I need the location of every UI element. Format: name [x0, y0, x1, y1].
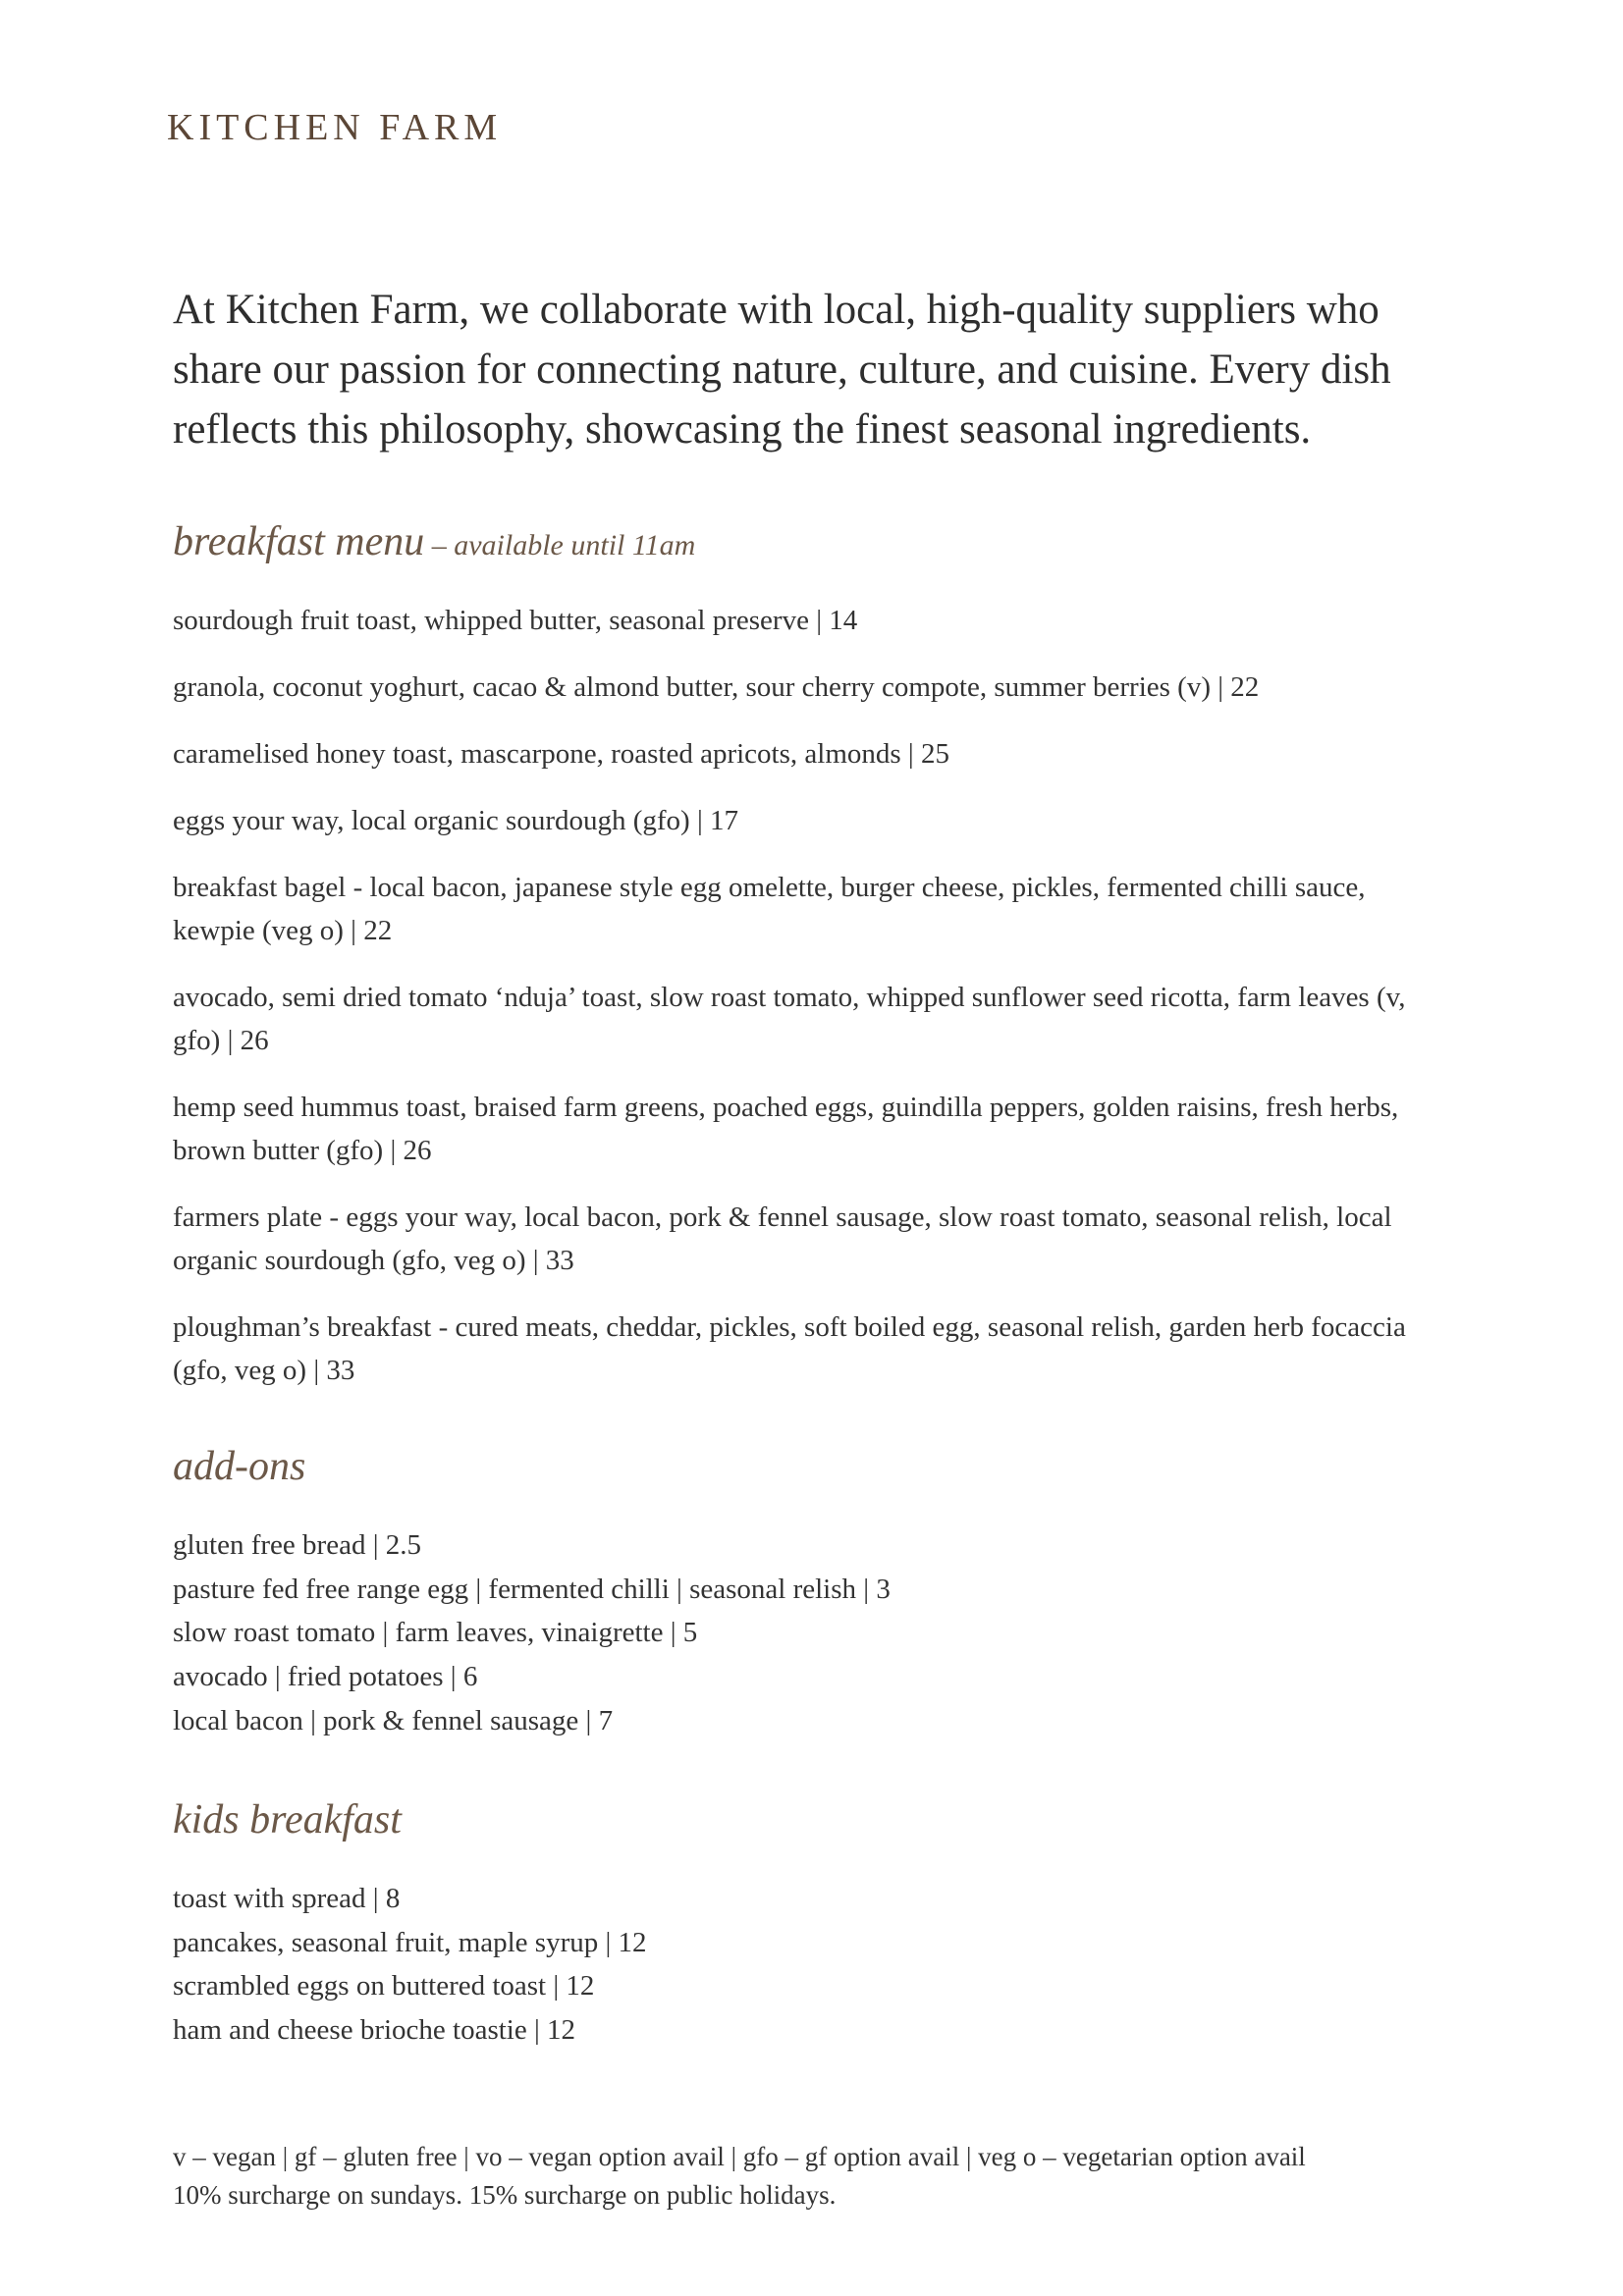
kids-item: ham and cheese brioche toastie | 12 [173, 2014, 576, 2047]
menu-item: eggs your way, local organic sourdough (gfo) | 17 [173, 805, 739, 836]
addons-items [173, 1523, 1449, 1743]
menu-item: granola, coconut yoghurt, cacao & almond butter, sour cherry compote, summer berries (v) | 22 [173, 671, 1260, 703]
dietary-legend: v – vegan | gf – gluten free | vo – vegan option avail | gfo – gf option avail | veg o – vegetarian option avail [173, 2142, 1306, 2171]
breakfast-items [173, 599, 1449, 1415]
addon-item: avocado | fried potatoes | 6 [173, 1661, 478, 1693]
breakfast-subtitle: – available until 11am [424, 529, 696, 561]
addon-item: slow roast tomato | farm leaves, vinaigrette | 5 [173, 1617, 698, 1649]
menu-item: avocado, semi dried tomato ‘nduja’ toast, slow roast tomato, whipped sunflower seed ricotta, farm leaves (v, gfo) | 26 [173, 982, 1406, 1056]
addon-item: local bacon | pork & fennel sausage | 7 [173, 1704, 614, 1736]
kids-items [173, 1877, 1449, 2053]
menu-item: sourdough fruit toast, whipped butter, seasonal preserve | 14 [173, 605, 858, 636]
breakfast-title: breakfast menu [173, 519, 425, 564]
breakfast-heading [173, 518, 695, 565]
addons-heading: add-ons [173, 1444, 306, 1489]
menu-item: ploughman’s breakfast - cured meats, cheddar, pickles, soft boiled egg, seasonal relish, garden herb focaccia (gfo, veg o) | 33 [173, 1311, 1406, 1386]
menu-item: caramelised honey toast, mascarpone, roasted apricots, almonds | 25 [173, 738, 949, 770]
kids-heading: kids breakfast [173, 1797, 402, 1842]
addon-item: gluten free bread | 2.5 [173, 1529, 421, 1561]
addon-item: pasture fed free range egg | fermented chilli | seasonal relish | 3 [173, 1573, 891, 1605]
menu-item: breakfast bagel - local bacon, japanese style egg omelette, burger cheese, pickles, fermented chilli sauce, kewpie (veg o) | 22 [173, 872, 1366, 946]
kids-item: scrambled eggs on buttered toast | 12 [173, 1970, 595, 2002]
menu-item: farmers plate - eggs your way, local bacon, pork & fennel sausage, slow roast tomato, seasonal relish, local organic sourdough (gfo, veg o) | 33 [173, 1201, 1392, 1276]
menu-item: hemp seed hummus toast, braised farm greens, poached eggs, guindilla peppers, golden raisins, fresh herbs, brown butter (gfo) | 26 [173, 1092, 1399, 1166]
kids-item: toast with spread | 8 [173, 1883, 401, 1914]
brand-title: KITCHEN FARM [167, 107, 503, 148]
kids-item: pancakes, seasonal fruit, maple syrup | 12 [173, 1926, 647, 1958]
intro-paragraph: At Kitchen Farm, we collaborate with local, high-quality suppliers who share our passion for connecting nature, culture, and cuisine. Every dish reflects this philosophy, showcasing the finest seasonal ingredients. [173, 287, 1391, 453]
surcharge-note: 10% surcharge on sundays. 15% surcharge on public holidays. [173, 2180, 837, 2210]
footer-notes [173, 2138, 1449, 2215]
